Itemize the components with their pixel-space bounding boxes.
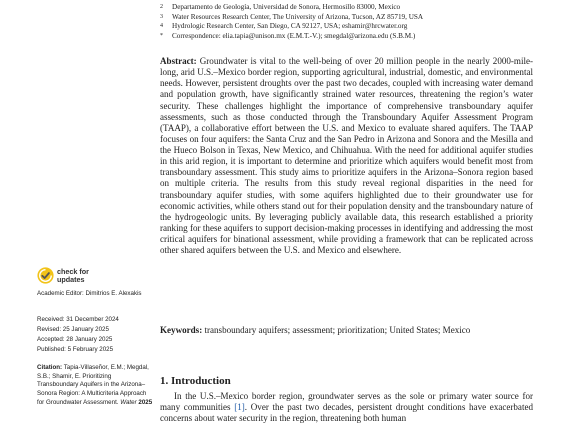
affiliation-number: 2 [160,4,163,10]
affiliation-text: Water Resources Research Center, The University of Arizona, Tucson, AZ 85719, USA [172,12,424,21]
check-for-updates-badge[interactable] [37,267,89,284]
affiliation-item [160,32,560,42]
intro-text-a: In the U.S.–Mexico border region, groundwater serves as the sole or primary water source for many communities [160,391,533,413]
keywords-label: Keywords: [160,325,203,335]
keywords [160,325,533,336]
intro-text-b: . Over the past two decades, persistent drought conditions have exacerbated concerns about water security in the region, threatening both human [160,402,533,424]
citation [37,364,153,408]
accepted-date: Accepted: 28 January 2025 [37,336,113,343]
check-for-updates-icon [37,267,54,284]
affiliation-item [160,22,560,32]
keywords-text: transboundary aquifers; assessment; prioritization; United States; Mexico [204,325,471,335]
academic-editor: Academic Editor: Dimitrios E. Alexakis [37,290,142,297]
citation-label: Citation: [37,364,63,371]
affiliation-number: 3 [160,13,163,20]
received-date: Received: 31 December 2024 [37,316,119,323]
correspondence-text[interactable]: Correspondence: elia.tapia@unison.mx (E.M.T.-V.); smegdal@arizona.edu (S.B.M.) [172,31,416,40]
affiliations [160,3,560,41]
affiliation-item [160,3,560,13]
abstract-text: Groundwater is vital to the well-being of over 20 million people in the nearly 2000-mile-long, arid U.S.–Mexico border region, supporting agricultural, industrial, domestic, and environmental needs. However, persistent droughts over the past two decades, coupled with increasing water demand and population growth, have significantly strained water resources, threatening the region’s water security. These challenges highlight the importance of comprehensive transboundary aquifer assessments, such as those conducted through the Transboundary Aquifer Assessment Program (TAAP), a collaborative effort between the U.S. and Mexico to evaluate shared aquifers. The TAAP focuses on four aquifers: the Santa Cruz and the San Pedro in Arizona and Sonora and the Mesilla and the Hueco Bolson in Texas, New Mexico, and Chihuahua. With the need for additional aquifer studies in this arid region, it is important to determine and prioritize which aquifers would benefit most from transboundary assessment. This study aims to prioritize aquifers in the Arizona–Sonora region based on multiple criteria. The results from this study reveal regional disparities in the need for transboundary aquifer studies, with some aquifers highlighted due to their groundwater use for economic activities, while others stand out for their population density and the transboundary nature of the hydrogeologic units. By leveraging publicly available data, this research established a priority ranking for these aquifers to support decision-making processes in identifying and addressing the most critical aquifers for binational assessment, while providing a framework that can be replicated across other shared aquifers between the U.S. and Mexico and elsewhere. [160,56,533,256]
affiliation-text: Departamento de Geología, Universidad de Sonora, Hermosillo 83000, Mexico [172,3,401,11]
citation-year: 2025 [138,398,153,406]
reference-link[interactable]: [1] [234,402,245,413]
revised-date: Revised: 25 January 2025 [37,326,109,333]
published-date: Published: 5 February 2025 [37,346,114,353]
citation-text: Tapia-Villaseñor, E.M.; Megdal, S.B.; Shamir, E. Prioritizing Transboundary Aquifers in the Arizona–Sonora Region: A Multicriteria Approach for Groundwater Assessment. [37,364,149,406]
affiliation-text: Hydrologic Research Center, San Diego, CA 92127, USA; eshamir@hrcwater.org [172,22,408,31]
affiliation-item [160,13,560,23]
affiliation-number: * [160,32,163,39]
citation-journal: Water [120,398,137,406]
section-heading: 1. Introduction [160,375,231,387]
abstract-label: Abstract: [160,56,197,66]
intro-paragraph [160,391,533,424]
affiliation-number: 4 [160,23,163,30]
abstract [160,56,533,256]
check-for-updates-label: check for updates [57,266,89,284]
